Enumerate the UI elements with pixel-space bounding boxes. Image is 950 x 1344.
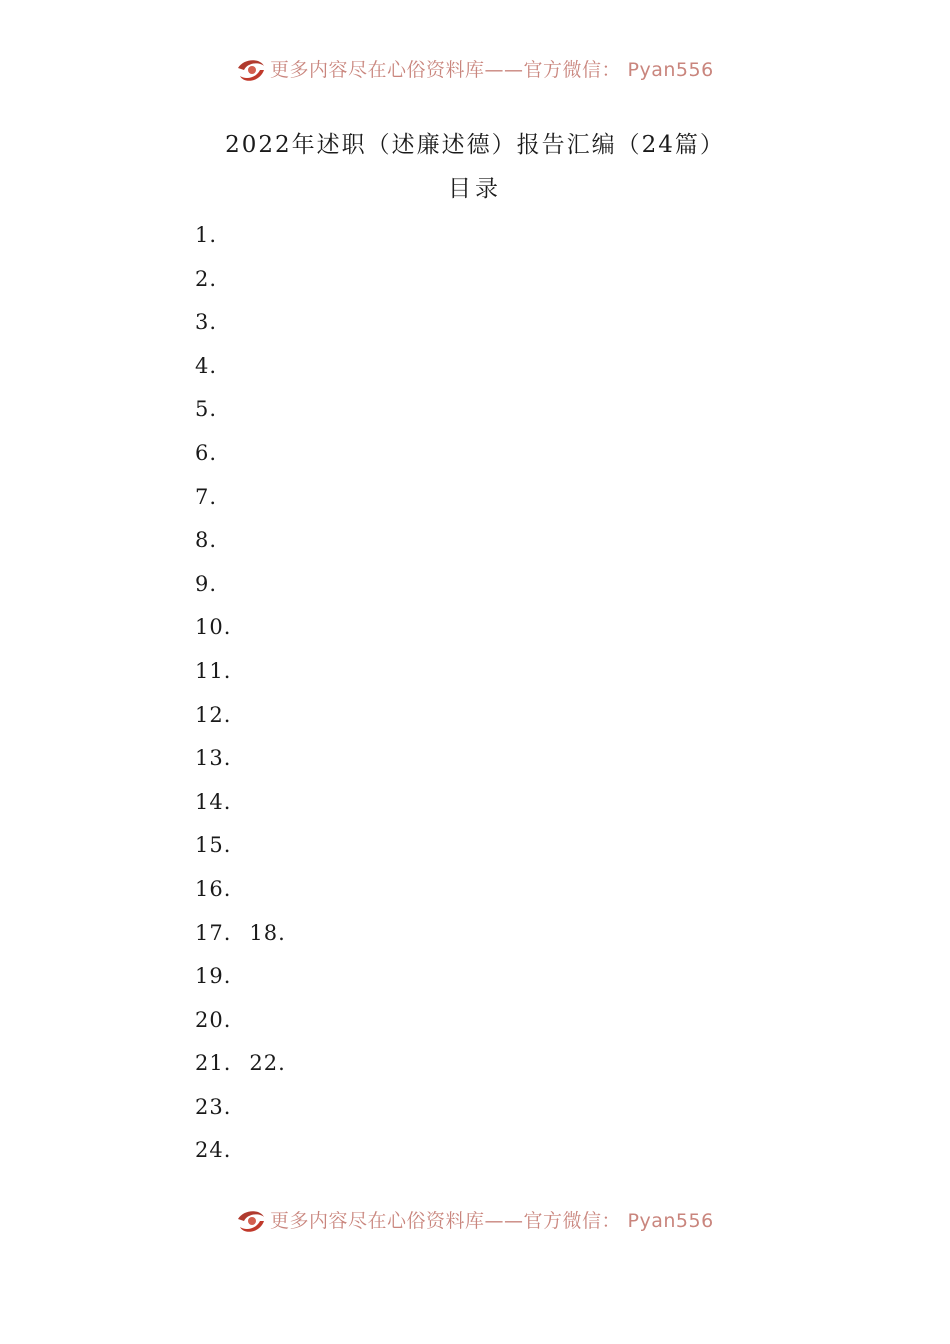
watermark-text: 更多内容尽在心俗资料库——官方微信： Pyan556 [270,59,714,81]
watermark-content [234,1207,714,1235]
red-swirl-logo-icon [234,1207,268,1235]
document-title: 2022年述职（述廉述德）报告汇编（24篇） [225,132,725,158]
toc-item-number: 13. [195,746,232,771]
toc-item-number: 7. [195,484,218,509]
toc-item-number: 10. [195,615,232,640]
toc-item-number: 21. [195,1051,232,1076]
watermark-text: 更多内容尽在心俗资料库——官方微信： Pyan556 [270,1210,714,1232]
toc-item [195,1135,286,1179]
toc-item [195,525,286,569]
toc-item [195,394,286,438]
watermark-banner-bottom [0,1207,950,1235]
toc-item-number: 3. [195,310,218,335]
toc-item-number: 2. [195,266,218,291]
toc-item-number: 6. [195,440,218,465]
toc-item [195,656,286,700]
toc-item-number: 19. [195,964,232,989]
toc-item-number: 9. [195,571,218,596]
toc-item-number: 22. [249,1051,286,1076]
toc-item-number: 12. [195,702,232,727]
toc-item [195,1005,286,1049]
toc-item-number: 11. [195,658,232,683]
toc-item-number: 16. [195,876,232,901]
watermark-content [234,56,714,84]
toc-item [195,569,286,613]
toc-item-number: 14. [195,789,232,814]
toc-item-number: 24. [195,1138,232,1163]
toc-heading: 目录 [448,176,502,202]
toc-item [195,438,286,482]
toc-item [195,1048,286,1092]
toc-item [195,1092,286,1136]
toc-item-number: 4. [195,353,218,378]
toc-item [195,307,286,351]
toc-item [195,482,286,526]
toc-item [195,743,286,787]
red-swirl-logo-icon [234,56,268,84]
toc-item [195,351,286,395]
toc-item [195,961,286,1005]
toc-item-number: 18. [249,920,286,945]
toc-item [195,264,286,308]
toc-item-number: 20. [195,1007,232,1032]
toc-item-number: 17. [195,920,232,945]
toc-item [195,612,286,656]
toc-item-number: 1. [195,223,218,247]
toc-item [195,700,286,744]
toc-item-number: 8. [195,528,218,553]
toc-item-number: 5. [195,397,218,422]
toc-item [195,220,286,264]
watermark-banner-top [0,56,950,84]
toc-item [195,830,286,874]
toc-item-number: 23. [195,1094,232,1119]
toc-item [195,874,286,918]
toc-item-number: 15. [195,833,232,858]
toc-item [195,787,286,831]
table-of-contents [195,220,286,1179]
toc-item [195,918,286,962]
